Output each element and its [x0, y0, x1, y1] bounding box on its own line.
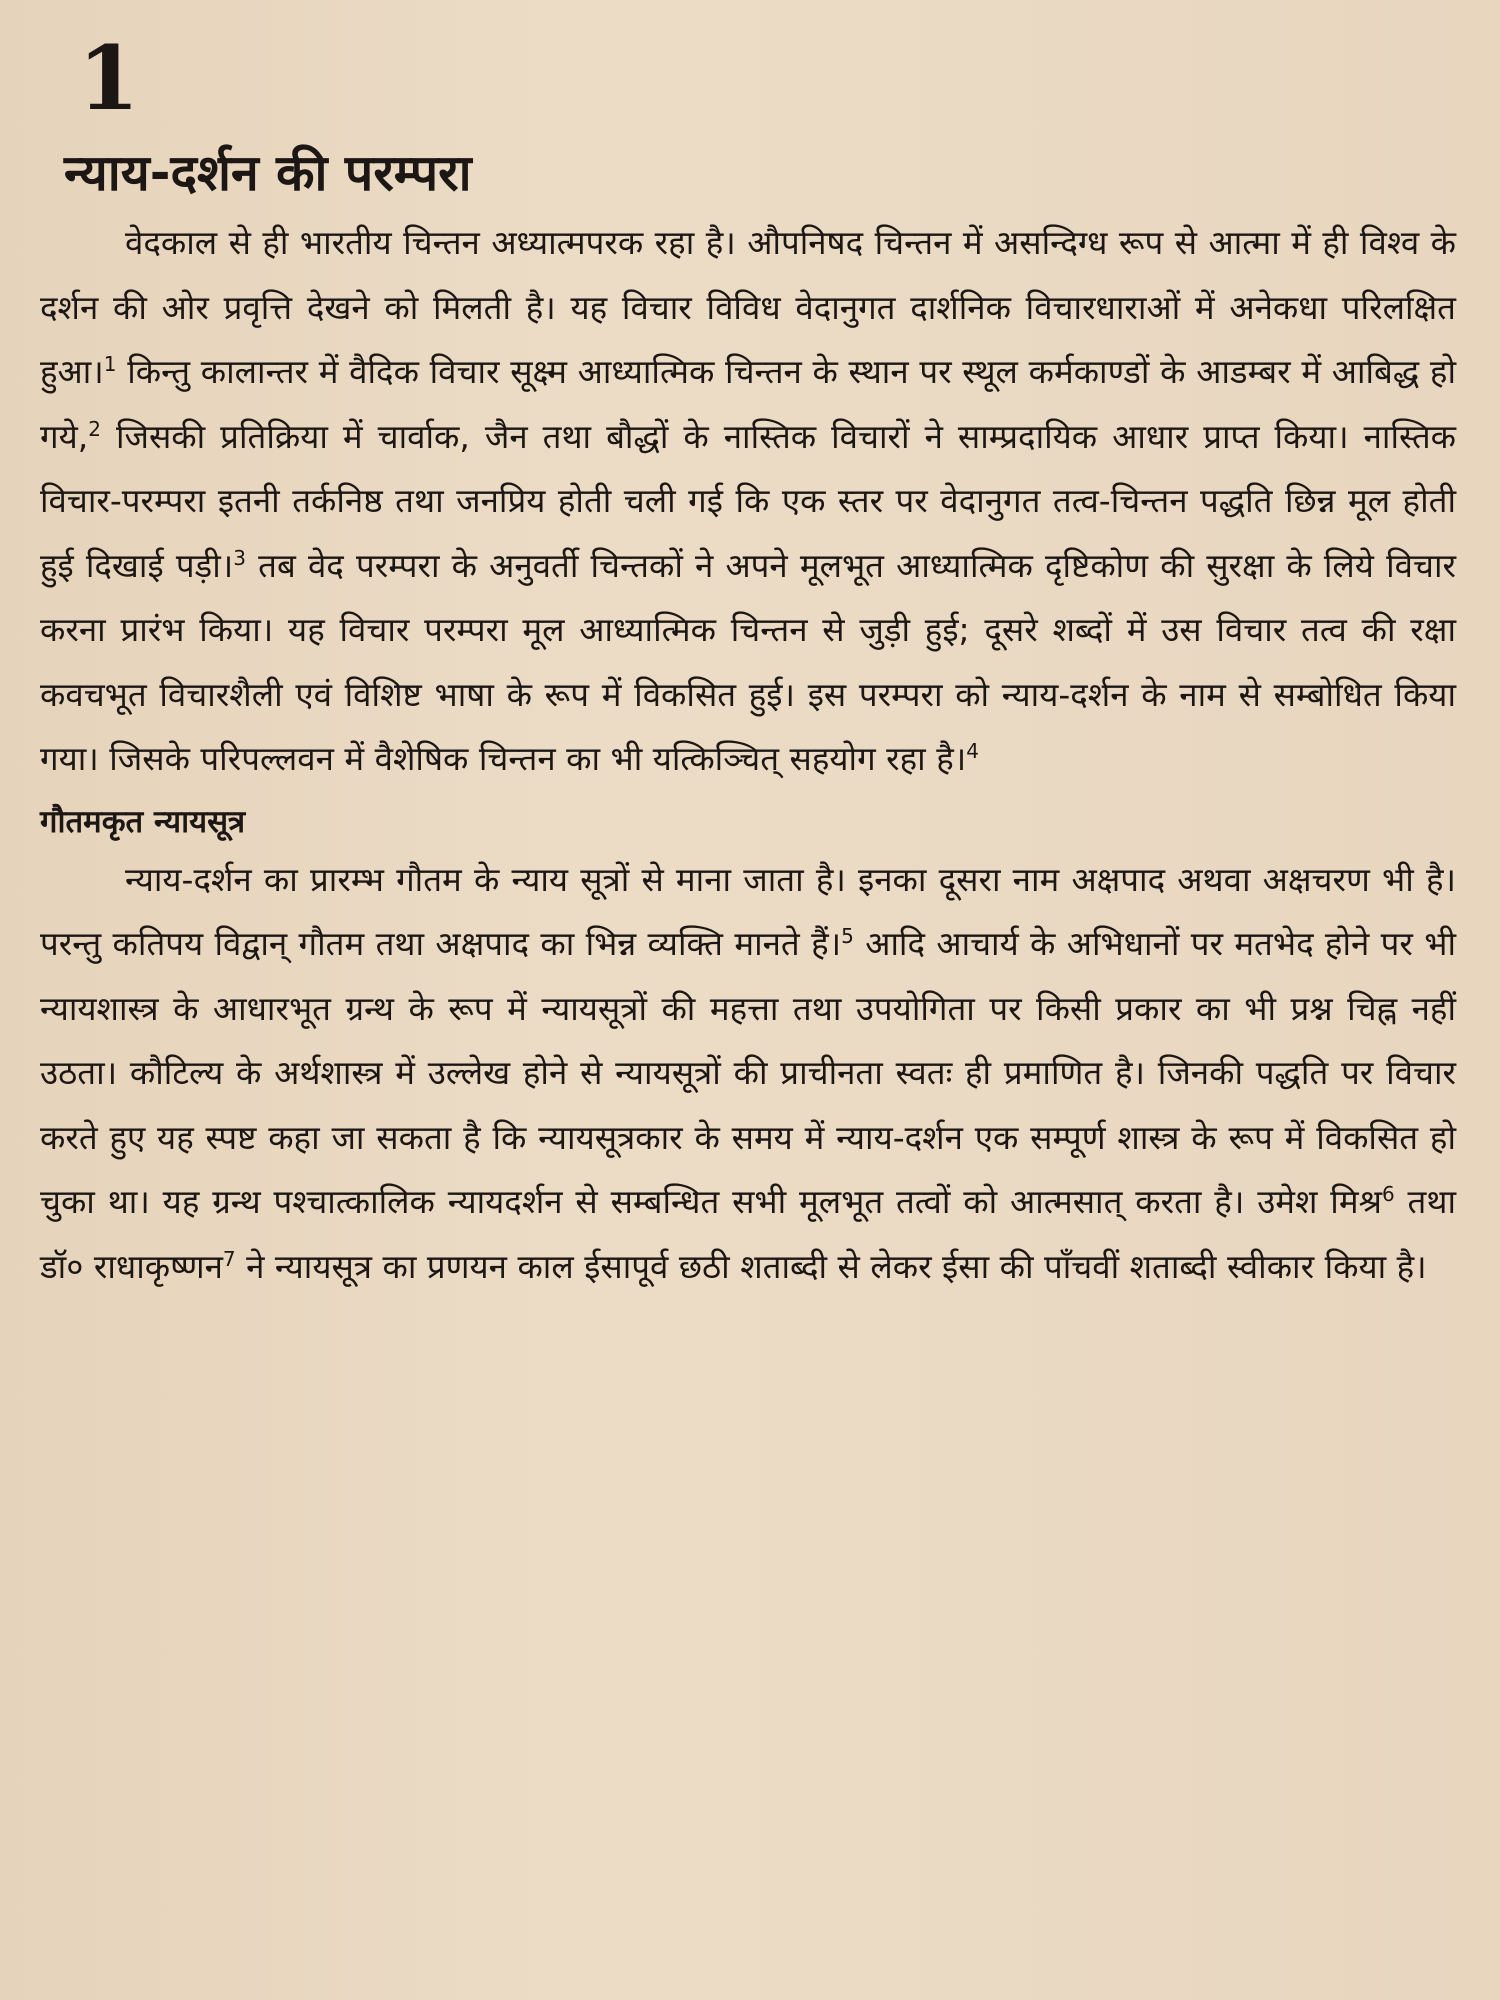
footnote-marker: 1 — [103, 352, 117, 376]
section-text-1: न्याय-दर्शन का प्रारम्भ गौतम के न्याय सूत्रों से माना जाता है। इनका दूसरा नाम अक्षपाद अथवा अक्षचरण भी है। परन्तु कतिपय विद्वान् गौतम तथा अक्षपाद का भिन्न व्यक्ति मानते हैं। — [40, 859, 1456, 963]
section-paragraph — [40, 848, 1456, 1300]
intro-text-3: जिसकी प्रतिक्रिया में चार्वाक, जैन तथा बौद्धों के नास्तिक विचारों ने साम्प्रदायिक आधार प्राप्त किया। नास्तिक विचार-परम्परा इतनी तर्कनिष्ठ तथा जनप्रिय होती चली गई कि एक स्तर पर वेदानुगत तत्व-चिन्तन पद्धति छिन्न मूल होती हुई दिखाई पड़ी। — [40, 416, 1456, 585]
intro-text-2: किन्तु कालान्तर में वैदिक विचार सूक्ष्म आध्यात्मिक चिन्तन के स्थान पर स्थूल कर्मकाण्डों के आडम्बर में आबिद्ध हो गये, — [40, 352, 1456, 456]
footnote-marker: 3 — [233, 545, 247, 570]
section-heading: गौतमकृत न्यायसूत्र — [40, 803, 246, 840]
footnote-marker: 4 — [966, 739, 979, 763]
intro-text-1: वेदकाल से ही भारतीय चिन्तन अध्यात्मपरक रहा है। औपनिषद चिन्तन में असन्दिग्ध रूप से आत्मा में ही विश्व के दर्शन की ओर प्रवृत्ति देखने को मिलती है। यह विचार विविध वेदानुगत दार्शनिक विचारधाराओं में अनेकधा परिलक्षित हुआ। — [40, 223, 1456, 391]
section-text-3: तथा डॉ० राधाकृष्णन — [40, 1182, 1456, 1286]
footnote-marker: 7 — [222, 1246, 236, 1271]
section-text-4: ने न्यायसूत्र का प्रणयन काल ईसापूर्व छठी शताब्दी से लेकर ईसा की पाँचवीं शताब्दी स्वीकार किया है। — [246, 1246, 1427, 1286]
chapter-title: न्याय-दर्शन की परम्परा — [64, 144, 472, 202]
intro-text-4: तब वेद परम्परा के अनुवर्ती चिन्तकों ने अपने मूलभूत आध्यात्मिक दृष्टिकोण की सुरक्षा के लिये विचार करना प्रारंभ किया। यह विचार परम्परा मूल आध्यात्मिक चिन्तन से जुड़ी हुई; दूसरे शब्दों में उस विचार तत्व की रक्षा कवचभूत विचारशैली एवं विशिष्ट भाषा के रूप में विकसित हुई। इस परम्परा को न्याय-दर्शन के नाम से सम्बोधित किया गया। जिसके परिपल्लवन में वैशेषिक चिन्तन का भी यत्किञ्चित् सहयोग रहा है। — [40, 545, 1456, 778]
footnote-marker: 6 — [1381, 1182, 1395, 1206]
footnote-marker: 2 — [88, 416, 101, 441]
section-text-2: आदि आचार्य के अभिधानों पर मतभेद होने पर भी न्यायशास्त्र के आधारभूत ग्रन्थ के रूप में न्यायसूत्रों की महत्ता तथा उपयोगिता पर किसी प्रकार का भी प्रश्न चिह्न नहीं उठता। कौटिल्य के अर्थशास्त्र में उल्लेख होने से न्यायसूत्रों की प्राचीनता स्वतः ही प्रमाणित है। जिनकी पद्धति पर विचार करते हुए यह स्पष्ट कहा जा सकता है कि न्यायसूत्रकार के समय में न्याय-दर्शन एक सम्पूर्ण शास्त्र के रूप में विकसित हो चुका था। यह ग्रन्थ पश्चात्कालिक न्यायदर्शन से सम्बन्धित सभी मूलभूत तत्वों को आत्मसात् करता है। उमेश मिश्र — [40, 924, 1456, 1221]
chapter-number: 1 — [78, 26, 140, 130]
intro-paragraph — [40, 211, 1456, 792]
footnote-marker: 5 — [841, 924, 854, 948]
